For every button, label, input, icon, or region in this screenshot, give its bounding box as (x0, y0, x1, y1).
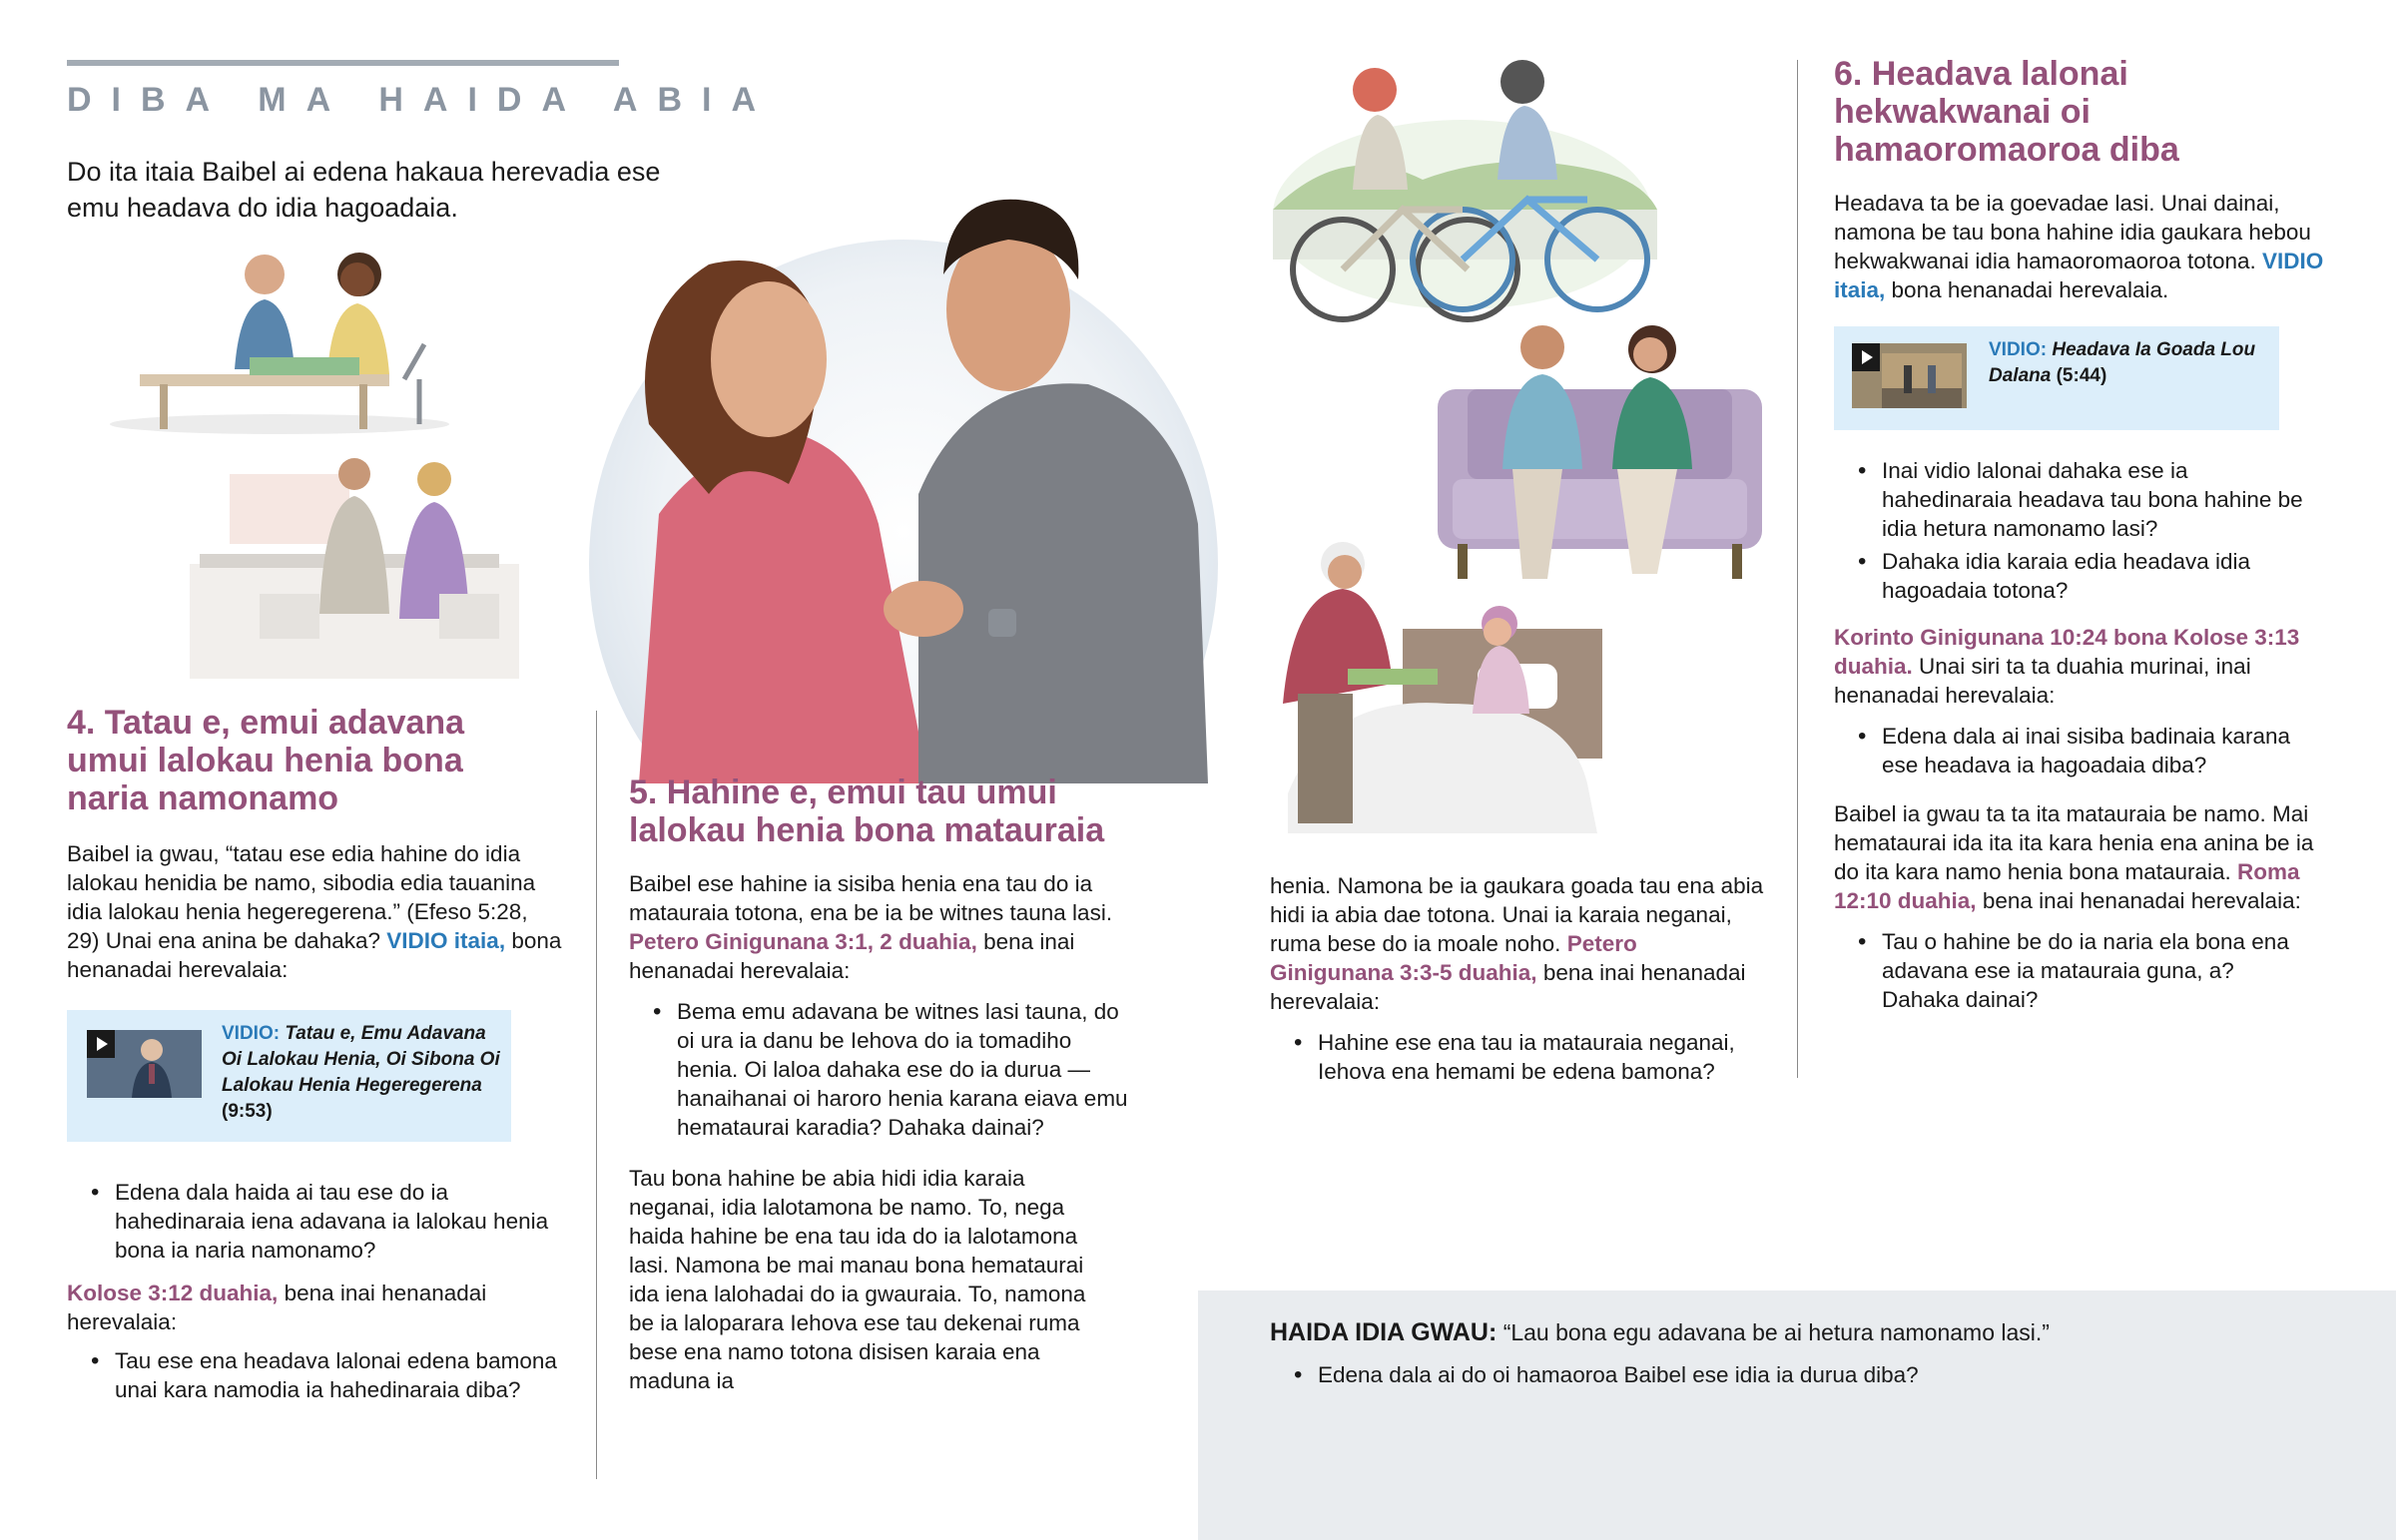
column-3-para-tail: bena inai henanadai herevalaia: (1270, 960, 1746, 1014)
section-6-paragraph-2 (1834, 799, 2333, 915)
section-6-video-text[interactable] (1989, 337, 2268, 389)
couple-studying-illustration (100, 240, 459, 434)
list-item: • Edena dala ai do oi hamaoroa Baibel ese idia ia durua diba? (1270, 1360, 2268, 1389)
scripture-link-kolose[interactable]: Kolose 3:12 duahia, (67, 1281, 279, 1305)
couple-cycling-illustration (1263, 60, 1667, 329)
column-3-text (1270, 871, 1769, 1090)
section-6-bullets-a (1834, 456, 2313, 605)
scripture-instruction: bena inai henanadai herevalaia: (67, 1281, 487, 1334)
section-6-para-tail: bona henanadai herevalaia. (1891, 277, 2169, 302)
list-item: • Bema emu adavana be witnes lasi tauna, do oi ura ia danu be Iehova do ia tomadiho henia. Oi laloa dahaka ese do ia durua —hanaihanai oi haroro henia karana eiava emu hemataurai karadia? Dahaka dainai? (629, 997, 1128, 1142)
speaker-figure-icon (127, 1034, 177, 1098)
column-3-paragraph (1270, 871, 1764, 1016)
section-6-bullets-c (1834, 927, 2303, 1014)
section-5-paragraph-2: Tau bona hahine be abia hidi idia karaia neganai, idia lalotamona be namo. To, nega haida hahine be ena tau ida do ia lalotamona lasi. Namona be mai manau bona hemataurai ida iena lalohadai do ia gwauraia. To, namona be ia laloparara Iehova ese tau dekenai ruma bese ena namo totona disisen karaia ena maduna ia (629, 1166, 1086, 1393)
scripture-link-korinto[interactable]: Korinto Ginigunana 10:24 bona Kolose 3:13 duahia. (1834, 625, 2300, 679)
section-6 (1834, 55, 2333, 1018)
section-6-heading: 6. Headava lalonai hekwakwanai oi hamaoromaoroa diba (1834, 55, 2179, 169)
section-4-video-link[interactable]: VIDIO itaia, (386, 928, 506, 953)
walking-couple-icon (1882, 353, 1962, 408)
section-4-para-tail: bona henanadai herevalaia: (67, 928, 562, 982)
section-6-bullets-b (1834, 722, 2313, 779)
section-5-paragraph (629, 869, 1128, 985)
video-title: Tatau e, Emu Adavana Oi Lalokau Henia, Oi Sibona Oi Lalokau Henia Hegeregerena (222, 1023, 500, 1096)
section-4-bullets-b (67, 1346, 586, 1404)
section-6-scripture-paragraph (1834, 623, 2333, 710)
others-say-box (1198, 1290, 2396, 1540)
others-say-bullets (1270, 1360, 2268, 1393)
section-4 (67, 704, 566, 1408)
section-5-heading: 5. Hahine e, emui tau umui lalokau henia bona matauraia (629, 773, 1105, 849)
video-label: VIDIO: (222, 1023, 281, 1044)
intro-text: Do ita itaia Baibel ai edena hakaua herevadia ese emu headava do idia hagoadaia. (67, 157, 661, 223)
list-item: • Hahine ese ena tau ia matauraia neganai, Iehova ena hemami be edena bamona? (1270, 1028, 1769, 1086)
section-4-paragraph (67, 839, 566, 984)
play-icon[interactable] (87, 1030, 115, 1058)
section-5-para-tail: bena inai henanadai herevalaia: (629, 929, 1075, 983)
section-5-para-text: Baibel ese hahine ia sisiba henia ena tau do ia matauraia totona, ena be ia be witnes tauna lasi. (629, 871, 1113, 925)
section-6-video-card[interactable] (1834, 326, 2279, 430)
couple-embracing-illustration (589, 195, 1238, 783)
video-thumbnail[interactable] (87, 1030, 202, 1098)
play-icon[interactable] (1852, 343, 1880, 371)
scripture-link-petero-3-1[interactable]: Petero Ginigunana 3:1, 2 duahia, (629, 929, 977, 954)
video-title: Headava Ia Goada Lou Dalana (1989, 339, 2256, 386)
others-say-quote: “Lau bona egu adavana be ai hetura namonamo lasi.” (1502, 1319, 2050, 1345)
column-3-bullets (1270, 1028, 1769, 1086)
video-label: VIDIO: (1989, 339, 2048, 360)
section-4-heading: 4. Tatau e, emui adavana umui lalokau henia bona naria namonamo (67, 704, 465, 817)
column-divider-right (1797, 60, 1798, 1078)
list-item: • Edena dala ai inai sisiba badinaia karana ese headava ia hagoadaia diba? (1834, 722, 2313, 779)
list-item: • Dahaka idia karaia edia headava idia hagoadaia totona? (1834, 547, 2313, 605)
section-6-para2-text: Baibel ia gwau ta ta ita matauraia be namo. Mai hemataurai ida ita ita kara henia ena anina be ia do ita kara namo henia bona matauraia. (1834, 801, 2314, 884)
section-6-paragraph (1834, 189, 2333, 304)
section-4-video-card[interactable] (67, 1010, 511, 1142)
video-thumbnail[interactable] (1852, 343, 1967, 408)
video-duration: (5:44) (2056, 365, 2107, 386)
section-5 (629, 773, 1133, 1395)
husband-caring-wife-illustration (1268, 534, 1612, 843)
video-duration: (9:53) (222, 1101, 273, 1122)
couple-kitchen-illustration (190, 444, 519, 679)
column-3-para-text: henia. Namona be ia gaukara goada tau ena abia hidi ia abia dae totona. Unai ia karaia neganai, ruma bese do ia moale noho. (1270, 873, 1764, 956)
section-6-video-link[interactable]: VIDIO itaia, (1834, 249, 2324, 302)
section-6-para-text: Headava ta be ia goevadae lasi. Unai dainai, namona be tau bona hahine idia gaukara hebou hekwakwanai idia hamaoromaoroa totona. (1834, 191, 2311, 273)
list-item: • Inai vidio lalonai dahaka ese ia hahedinaraia headava tau bona hahine be idia hetura namonamo lasi? (1834, 456, 2313, 543)
others-say-label: HAIDA IDIA GWAU: (1270, 1318, 1498, 1346)
scripture-link-petero-3-3[interactable]: Petero Ginigunana 3:3-5 duahia, (1270, 931, 1637, 985)
list-item: • Tau o hahine be do ia naria ela bona ena adavana ese ia matauraia guna, a? Dahaka dainai? (1834, 927, 2303, 1014)
others-say-line (1270, 1317, 2050, 1347)
list-item: • Tau ese ena headava lalonai edena bamona unai kara namodia ia hahedinaraia diba? (67, 1346, 586, 1404)
section-4-bullets-a (67, 1178, 566, 1265)
header-rule (67, 60, 619, 66)
scripture-instruction: Unai siri ta ta duahia murinai, inai henanadai herevalaia: (1834, 654, 2251, 708)
section-4-scripture-paragraph (67, 1279, 506, 1336)
section-4-video-text[interactable] (222, 1021, 501, 1125)
list-item: • Edena dala haida ai tau ese do ia hahedinaraia iena adavana ia lalokau henia bona ia naria namonamo? (67, 1178, 566, 1265)
section-kicker: DIBA MA HAIDA ABIA (67, 81, 777, 119)
section-4-para-text: Baibel ia gwau, “tatau ese edia hahine do idia lalokau henidia be namo, sibodia edia tauanina idia lalokau henia hegeregerena.” (Efeso 5:28, 29) Unai ena anina be dahaka? (67, 841, 536, 953)
section-5-bullets (629, 997, 1128, 1142)
scripture-link-roma[interactable]: Roma 12:10 duahia, (1834, 859, 2300, 913)
section-6-para2-tail: bena inai henanadai herevalaia: (1982, 888, 2301, 913)
column-divider-left (596, 711, 597, 1479)
